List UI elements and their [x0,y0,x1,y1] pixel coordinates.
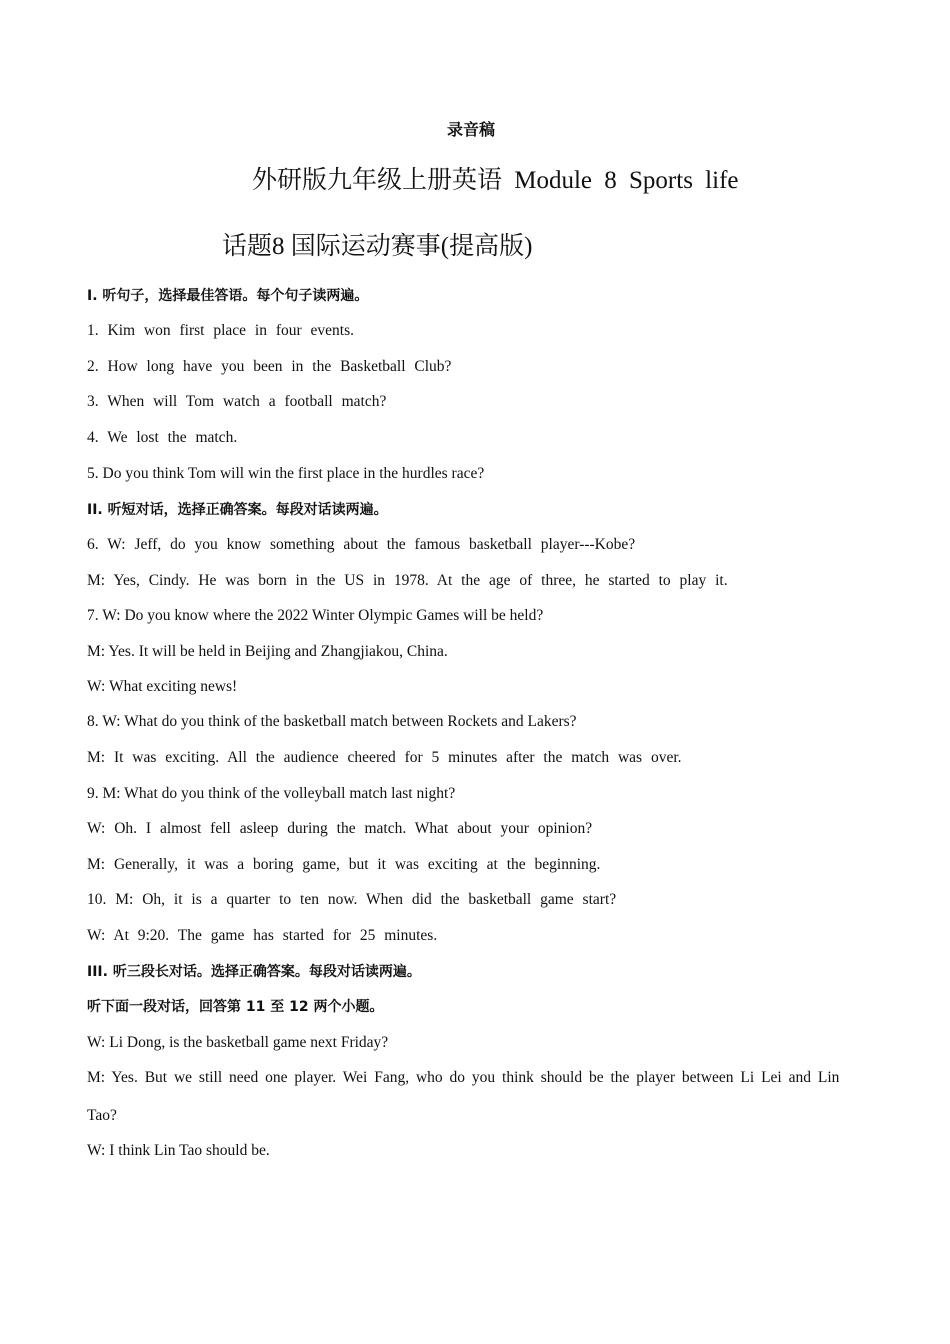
doc-title-line1: 外研版九年级上册英语 Module 8 Sports life [252,167,739,194]
dialogue-line: M: Yes. It will be held in Beijing and Zhangjiakou, China. [87,643,448,660]
dialogue-line: 9. M: What do you think of the volleyball match last night? [87,785,456,802]
dialogue-line: Tao? [87,1107,117,1124]
dialogue-line: M: Generally, it was a boring game, but it was exciting at the beginning. [87,856,601,873]
section1-heading: I. 听句子，选择最佳答语。每个句子读两遍。 [87,288,369,304]
dialogue-line: M: Yes, Cindy. He was born in the US in 1978. At the age of three, he started to play it. [87,572,728,589]
sentence-item: 4. We lost the match. [87,429,238,446]
sentence-item: 3. When will Tom watch a football match? [87,393,387,410]
dialogue-line: W: Oh. I almost fell asleep during the match. What about your opinion? [87,820,593,837]
section3-heading: III. 听三段长对话。选择正确答案。每段对话读两遍。 [87,964,421,980]
transcript-label: 录音稿 [447,120,496,139]
dialogue-line: 8. W: What do you think of the basketball match between Rockets and Lakers? [87,713,577,730]
dialogue-line: W: At 9:20. The game has started for 25 minutes. [87,927,438,944]
section2-heading: II. 听短对话，选择正确答案。每段对话读两遍。 [87,502,388,518]
dialogue-line: W: I think Lin Tao should be. [87,1142,270,1159]
doc-title-line2: 话题8 国际运动赛事(提高版) [222,233,533,260]
sentence-item: 1. Kim won first place in four events. [87,322,355,339]
sentence-item: 5. Do you think Tom will win the first place in the hurdles race? [87,465,485,482]
section3-subheading: 听下面一段对话，回答第 11 至 12 两个小题。 [87,999,384,1015]
dialogue-line: 10. M: Oh, it is a quarter to ten now. When did the basketball game start? [87,891,617,908]
sentence-item: 2. How long have you been in the Basketball Club? [87,358,452,375]
dialogue-line: W: What exciting news! [87,678,238,695]
dialogue-line: M: Yes. But we still need one player. Wei Fang, who do you think should be the player between Li Lei and Lin [87,1069,840,1086]
dialogue-line: 6. W: Jeff, do you know something about the famous basketball player---Kobe? [87,536,636,553]
dialogue-line: W: Li Dong, is the basketball game next Friday? [87,1034,389,1051]
dialogue-line: M: It was exciting. All the audience cheered for 5 minutes after the match was over. [87,749,682,766]
dialogue-line: 7. W: Do you know where the 2022 Winter Olympic Games will be held? [87,607,544,624]
